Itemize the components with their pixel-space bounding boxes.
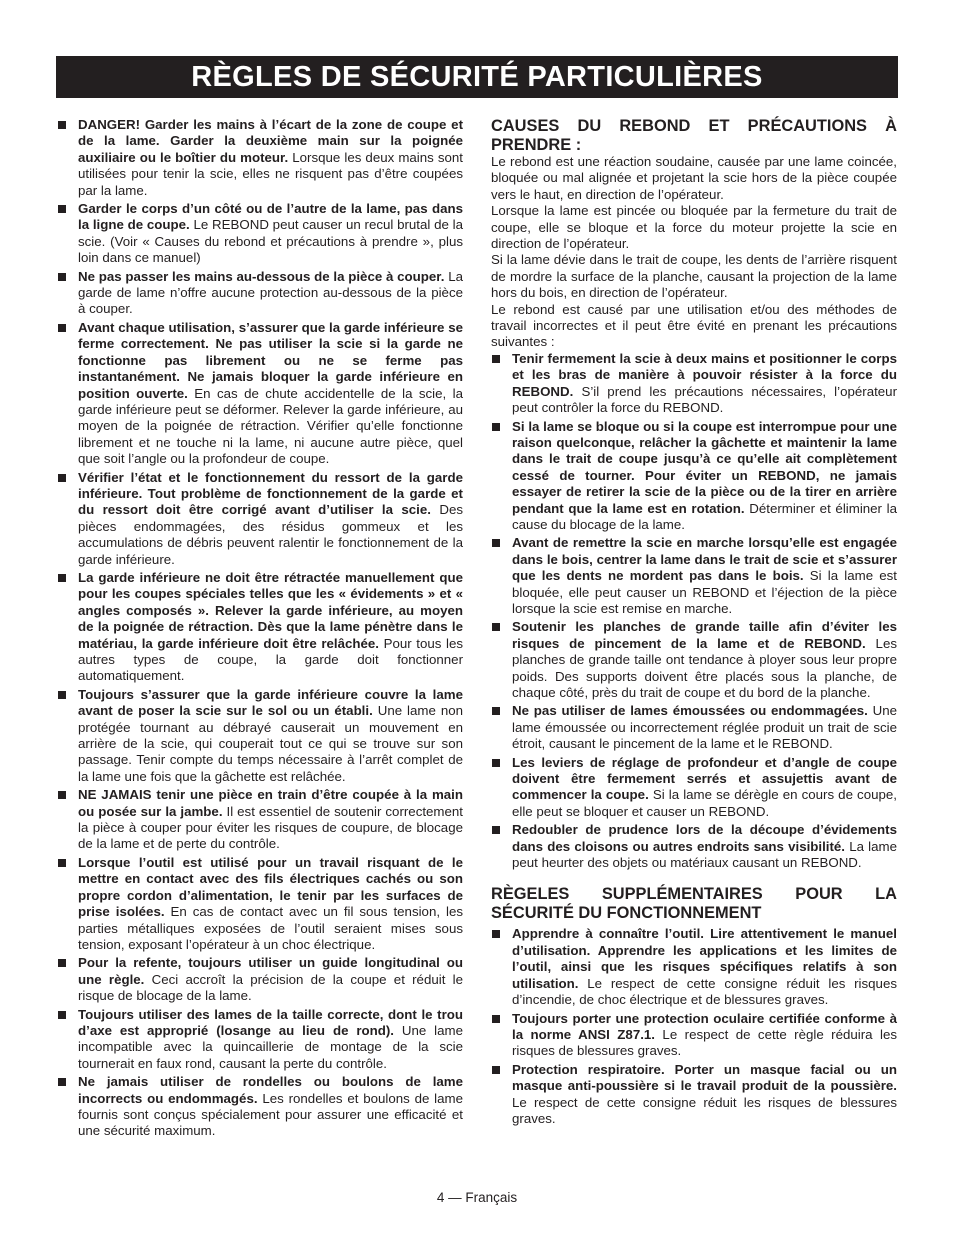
rule-bold-text: Toujours s’assurer que la garde inférieure couvre la lame avant de poser la scie sur le sol ou un établi. bbox=[78, 686, 463, 719]
rule-bold-text: Toujours utiliser des lames de la taille correcte, dont le trou d’axe est approprié (losange au lieu de rond). bbox=[78, 1006, 463, 1038]
rule-bold-text: Les leviers de réglage de profondeur et d’angle de coupe doivent être fermement serrés et assujettis avant de commencer la coupe. bbox=[512, 754, 897, 803]
rule-item bbox=[491, 703, 897, 752]
rule-bold-text: La garde inférieure ne doit être rétractée manuellement que pour les coupes spéciales telles que les « évidements » et « angles composés ». Relever la garde inférieure, au moyen de la poignée de rétraction. Dès que la lame pénètre dans le matériau, la garde inférieure doit être relâchée. bbox=[78, 569, 463, 651]
square-bullet-icon bbox=[492, 1015, 500, 1023]
square-bullet-icon bbox=[58, 324, 66, 332]
rule-bold-text: Toujours porter une protection oculaire certifiée conforme à la norme ANSI Z87.1. bbox=[512, 1010, 897, 1042]
rule-item bbox=[57, 470, 463, 568]
rule-bold-text: Tenir fermement la scie à deux mains et positionner le corps et les bras de manière à pouvoir résister à la force du REBOND. bbox=[512, 350, 897, 399]
rule-item bbox=[491, 351, 897, 417]
square-bullet-icon bbox=[492, 930, 500, 938]
rule-bold-text: Ne pas passer les mains au-dessous de la pièce à couper. bbox=[78, 268, 445, 284]
kickback-paragraph: Le rebond est une réaction soudaine, causée par une lame coincée, bloquée ou mal alignée et projetant la scie hors de la pièce coupée vers le haut, en direction de l’opérateur. bbox=[491, 154, 897, 202]
kickback-paragraph: Lorsque la lame est pincée ou bloquée par la fermeture du trait de coupe, elle se bloque et la force du moteur projette la scie en direction de l’opérateur. bbox=[491, 203, 897, 252]
kickback-heading: CAUSES DU REBOND ET PRÉCAUTIONS À PRENDRE : bbox=[491, 117, 897, 154]
rule-text: Ceci accroît la précision de la coupe et réduit le risque de blocage de la lame. bbox=[78, 971, 463, 1004]
rule-text: Pour tous les autres types de coupe, la garde doit fonctionner automatiquement. bbox=[78, 635, 463, 684]
square-bullet-icon bbox=[58, 1078, 66, 1086]
rule-bold-text: Vérifier l’état et le fonctionnement du ressort de la garde inférieure. Tout problème de fonctionnement de la garde et du ressort doit être corrigé avant d’utiliser la scie. bbox=[78, 469, 463, 518]
rule-text: Si la lame est bloquée, elle peut causer un REBOND et l’éjection de la pièce lorsque la scie est remise en marche. bbox=[512, 568, 897, 616]
rule-item bbox=[57, 787, 463, 853]
rule-item bbox=[491, 419, 897, 534]
rule-bold-text: Lorsque l’outil est utilisé pour un travail risquant de le mettre en contact avec des fils électriques cachés ou son propre cordon d’alimentation, le tenir par les surfaces de prise isolées. bbox=[78, 854, 463, 920]
rule-item bbox=[491, 535, 897, 617]
square-bullet-icon bbox=[58, 205, 66, 213]
rule-item bbox=[491, 1011, 897, 1060]
rule-bold-text: Soutenir les planches de grande taille afin d’éviter les risques de pincement de la lame et de REBOND. bbox=[512, 619, 897, 651]
square-bullet-icon bbox=[58, 691, 66, 699]
rule-item bbox=[57, 201, 463, 267]
rule-item bbox=[57, 955, 463, 1004]
square-bullet-icon bbox=[492, 355, 500, 363]
square-bullet-icon bbox=[492, 1066, 500, 1074]
rule-item bbox=[57, 269, 463, 318]
kickback-paragraph: Le rebond est causé par une utilisation et/ou des méthodes de travail incorrectes et il peut être évité en prenant les précautions suivantes : bbox=[491, 301, 897, 350]
rule-item bbox=[57, 1007, 463, 1073]
page-footer: 4 — Français bbox=[436, 1190, 518, 1205]
right-column bbox=[491, 117, 897, 1129]
rule-item bbox=[57, 570, 463, 685]
rule-item bbox=[491, 619, 897, 701]
rule-text: Une lame incompatible avec la quincaillerie de montage de la scie tournerait en faux rond, causant la perte du contrôle. bbox=[78, 1022, 463, 1071]
rule-bold-text: DANGER! Garder les mains à l’écart de la zone de coupe et de la lame. Garder la deuxième main sur la poignée auxiliaire ou le boîtier du moteur. bbox=[78, 117, 463, 165]
square-bullet-icon bbox=[58, 859, 66, 867]
square-bullet-icon bbox=[58, 959, 66, 967]
square-bullet-icon bbox=[58, 273, 66, 281]
square-bullet-icon bbox=[492, 423, 500, 431]
rule-bold-text: Pour la refente, toujours utiliser un guide longitudinal ou une règle. bbox=[78, 955, 463, 987]
rule-text: S’il prend les précautions nécessaires, l’opérateur peut contrôler la force du REBOND. bbox=[512, 383, 897, 416]
rule-text: Déterminer et éliminer la cause du blocage de la lame. bbox=[512, 500, 897, 532]
left-column bbox=[57, 117, 463, 1142]
rule-item bbox=[57, 1074, 463, 1140]
rule-text: Si la lame se dérègle en cours de coupe, elle peut se bloquer et causer un REBOND. bbox=[512, 787, 897, 819]
rule-bold-text: Si la lame se bloque ou si la coupe est interrompue pour une raison quelconque, relâcher la gâchette et maintenir la lame dans le trait de coupe jusqu’à ce qu’elle ait complètement cessé de tourner. Pour éviter un REBOND, ne jamais essayer de retirer la scie de la pièce ou de la tirer en arrière pendant que la lame est en rotation. bbox=[512, 418, 897, 516]
rule-text: Lorsque les deux mains sont utilisées pour tenir la scie, elles ne risquent pas d’être coupées par la lame. bbox=[78, 149, 463, 198]
kickback-paragraph: Si la lame dévie dans le trait de coupe, les dents de l’arrière risquent de mordre la surface de la planche, causant la projection de la lame hors du bois, en direction de l’opérateur. bbox=[491, 252, 897, 301]
page-title: RÈGLES DE SÉCURITÉ PARTICULIÈRES bbox=[56, 56, 898, 98]
rule-text: Les rondelles et boulons de lame fournis sont conçus spécialement pour assurer une efficacité et une sécurité maximum. bbox=[78, 1090, 463, 1139]
rule-text: La lame peut heurter des objets ou matériaux causant un REBOND. bbox=[512, 838, 897, 871]
square-bullet-icon bbox=[492, 759, 500, 767]
rule-bold-text: Apprendre à connaître l’outil. Lire attentivement le manuel d’utilisation. Apprendre les applications et les limites de l’outil, ainsi que les risques spécifiques relatifs à son utilisation. bbox=[512, 926, 897, 991]
square-bullet-icon bbox=[492, 539, 500, 547]
rule-bold-text: Garder le corps d’un côté ou de l’autre de la lame, pas dans la ligne de coupe. bbox=[78, 201, 463, 233]
rule-item bbox=[491, 822, 897, 871]
rule-text: En cas de contact avec un fil sous tension, les parties métalliques exposées de l’outil seraient mises sous tension, exposant l’opérateur à un choc électrique. bbox=[78, 904, 463, 952]
rule-text: Le respect de cette consigne réduit les risques d’incendie, de choc électrique et de blessures graves. bbox=[512, 975, 897, 1008]
rule-item bbox=[491, 755, 897, 821]
left-rules-list bbox=[57, 117, 463, 1140]
square-bullet-icon bbox=[492, 826, 500, 834]
rule-bold-text: Avant chaque utilisation, s’assurer que la garde inférieure se ferme correctement. Ne pas utiliser la scie si la garde ne fonctionne pas librement ou ne se ferme pas instantanément. Ne jamais bloquer la garde inférieure en position ouverte. bbox=[78, 319, 463, 401]
square-bullet-icon bbox=[492, 707, 500, 715]
rule-bold-text: Protection respiratoire. Porter un masque facial ou un masque anti-poussière si le travail produit de la poussière. bbox=[512, 1061, 897, 1094]
square-bullet-icon bbox=[492, 623, 500, 631]
square-bullet-icon bbox=[58, 574, 66, 582]
rule-bold-text: Redoubler de prudence lors de la découpe d’évidements dans des cloisons ou autres endroits sans visibilité. bbox=[512, 822, 897, 854]
rule-bold-text: Ne jamais utiliser de rondelles ou boulons de lame incorrects ou endommagés. bbox=[78, 1074, 463, 1106]
rule-text: Le REBOND peut causer un recul brutal de la scie. (Voir « Causes du rebond et précautions à prendre », plus loin dans ce manuel) bbox=[78, 217, 463, 266]
square-bullet-icon bbox=[58, 1011, 66, 1019]
rule-item bbox=[57, 687, 463, 785]
rule-text: Il est essentiel de soutenir correctement la pièce à couper pour éviter les risques de coupure, de blocage de la lame et de perte du contrôle. bbox=[78, 803, 463, 852]
rule-text: Le respect de cette consigne réduit les risques de blessures graves. bbox=[512, 1094, 897, 1126]
square-bullet-icon bbox=[58, 791, 66, 799]
rule-text: La garde de lame n’offre aucune protection au-dessous de la pièce à couper. bbox=[78, 268, 463, 317]
rule-bold-text: Avant de remettre la scie en marche lorsqu’elle est engagée dans le bois, centrer la lame dans le trait de scie et s’assurer que les dents ne mordent pas dans le bois. bbox=[512, 535, 897, 584]
additional-rules-list bbox=[491, 926, 897, 1127]
rule-item bbox=[57, 320, 463, 468]
rule-bold-text: NE JAMAIS tenir une pièce en train d’être coupée à la main ou posée sur la jambe. bbox=[78, 787, 463, 819]
rule-item bbox=[491, 1062, 897, 1128]
additional-rules-heading: RÈGELES SUPPLÉMENTAIRES POUR LA SÉCURITÉ DU FONCTIONNEMENT bbox=[491, 885, 897, 922]
rule-item bbox=[57, 855, 463, 953]
rule-text: Une lame non protégée tournant au débrayé causerait un mouvement en arrière de la scie, qui couperait tout ce qui se trouve sur son passage. Tenir compte du temps nécessaire à l’arrêt complet de la lame une fois que la gâchette est relâchée. bbox=[78, 703, 464, 784]
rule-text: Le respect de cette règle réduira les risques de blessures graves. bbox=[512, 1026, 898, 1059]
rule-text: En cas de chute accidentelle de la scie, la garde inférieure peut se déformer. Relever la garde inférieure, au moyen de la poignée de rétraction. Vérifier qu’elle fonctionne librement et ne touche ni la lame, ni aucune autre pièce, quel que soit l’angle ou la profondeur de coupe. bbox=[78, 385, 464, 467]
rule-text: Les planches de grande taille ont tendance à ployer sous leur propre poids. Des supports doivent être placés sous la planche, de chaque côté, près du trait de coupe et du bord de la planche. bbox=[512, 635, 897, 700]
kickback-rules-list bbox=[491, 351, 897, 872]
rule-text: Une lame émoussée ou incorrectement réglée produit un trait de scie étroit, causant le pincement de la lame et le REBOND. bbox=[512, 703, 898, 752]
rule-item bbox=[57, 117, 463, 199]
rule-item bbox=[491, 926, 897, 1008]
square-bullet-icon bbox=[58, 121, 66, 129]
square-bullet-icon bbox=[58, 474, 66, 482]
rule-text: Des pièces endommagées, des résidus gommeux et les accumulations de débris peuvent ralentir le fonctionnement de la garde inférieure. bbox=[78, 502, 463, 567]
rule-bold-text: Ne pas utiliser de lames émoussées ou endommagées. bbox=[512, 703, 868, 719]
